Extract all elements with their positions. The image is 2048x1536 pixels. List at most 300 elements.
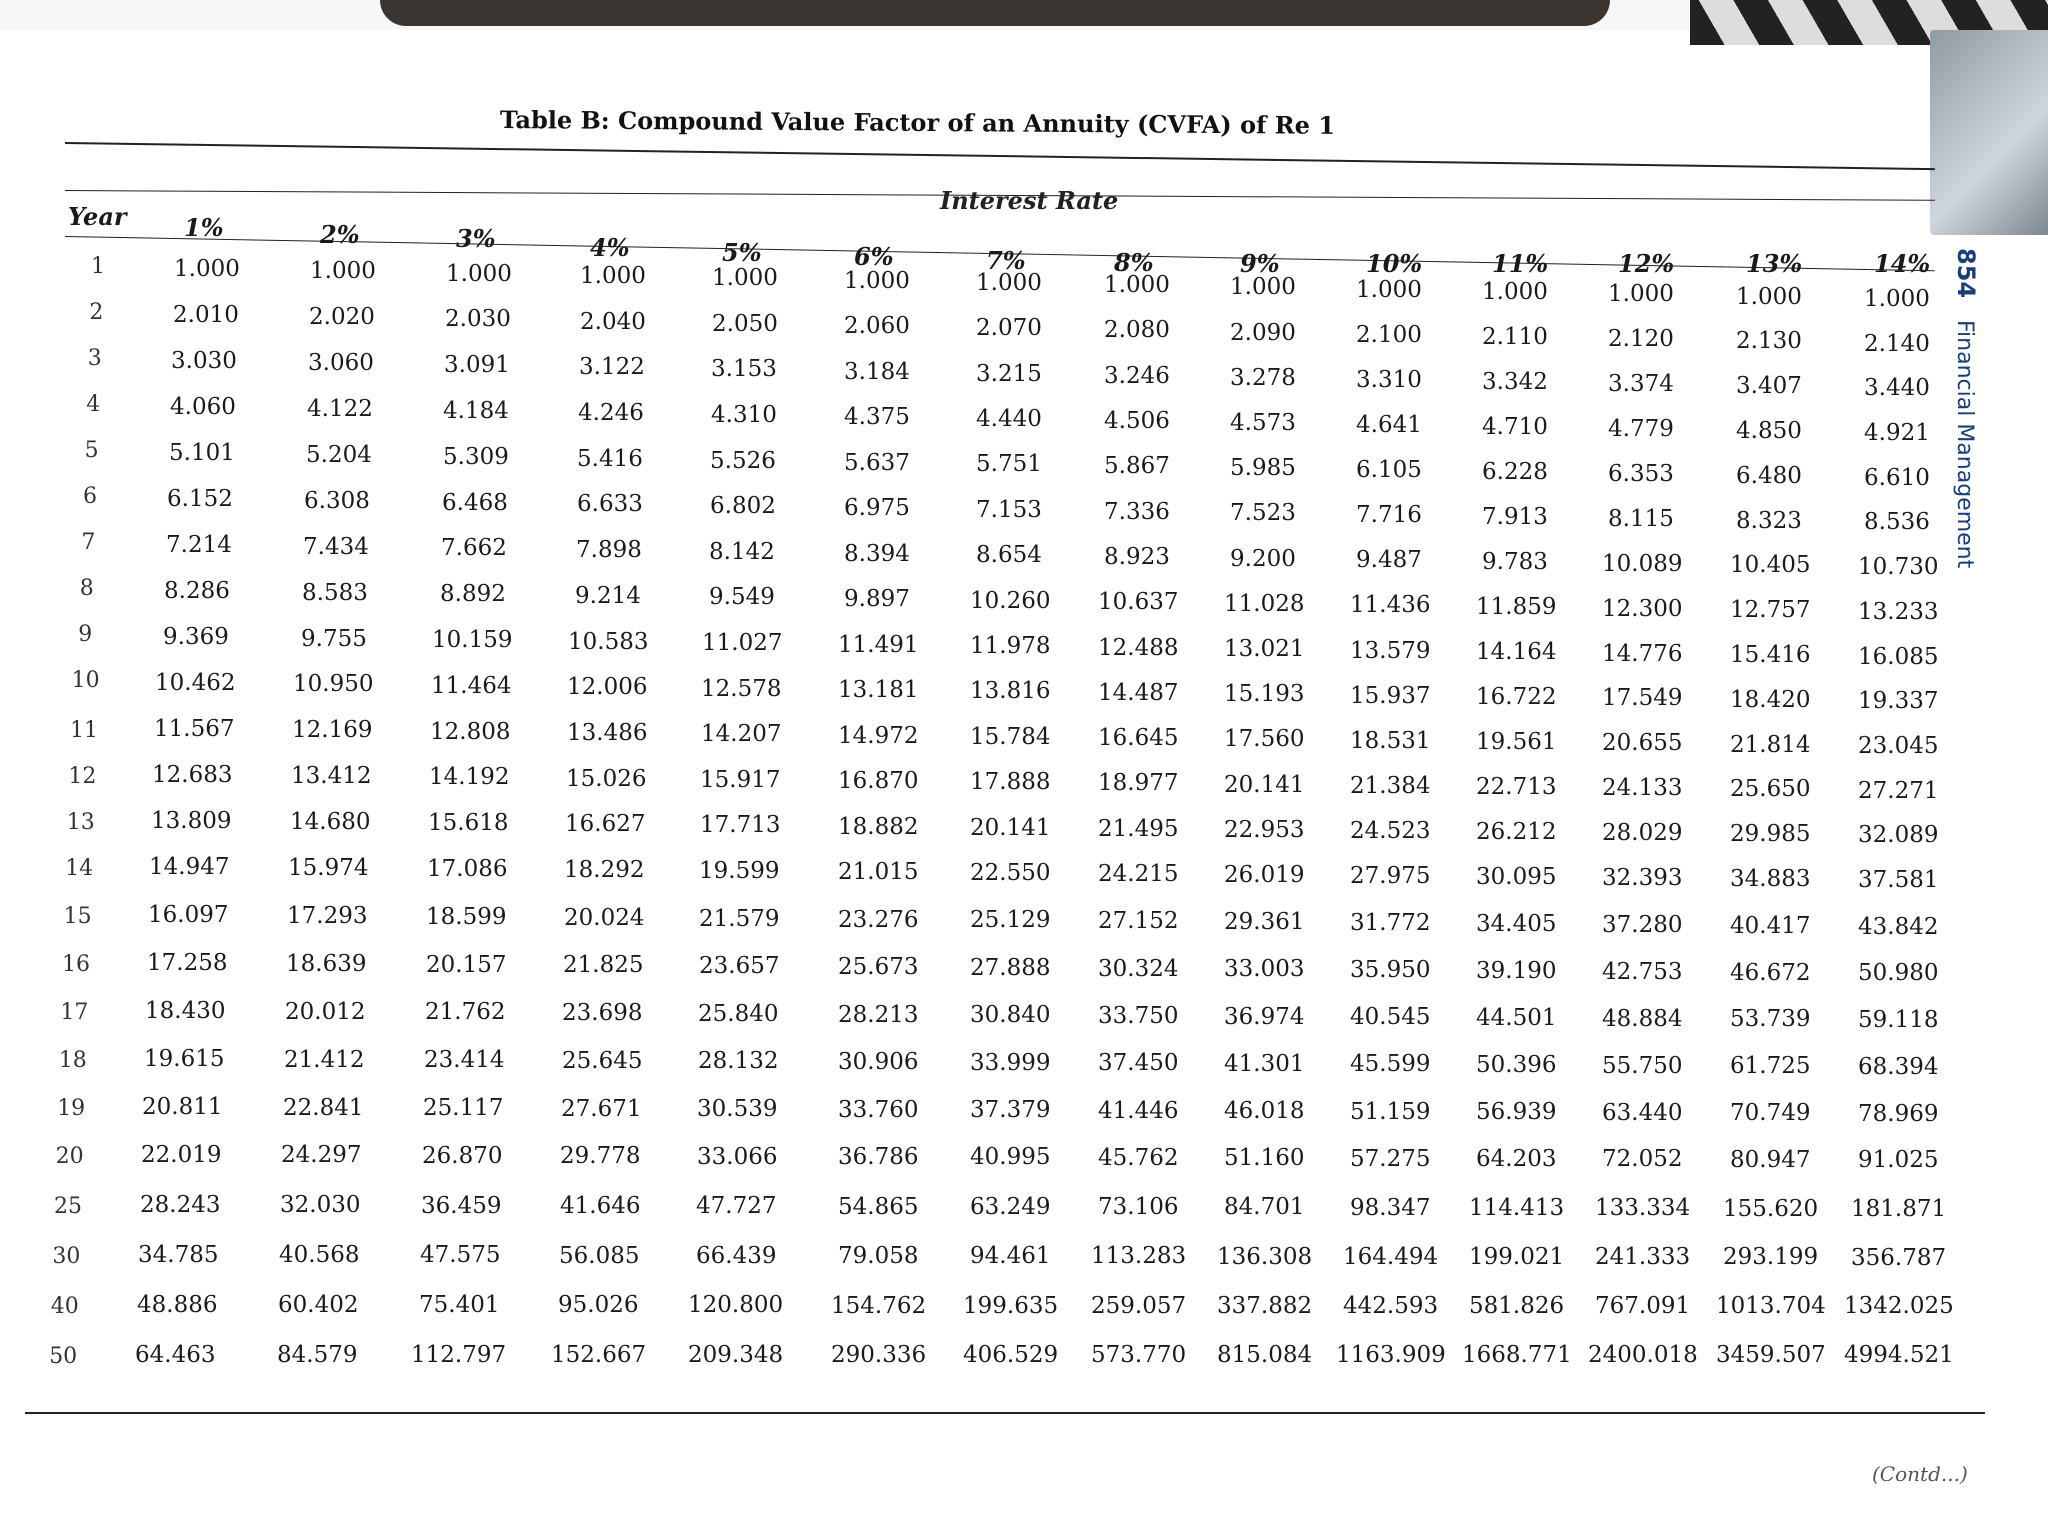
- value-cell: 4.246: [578, 400, 644, 426]
- value-cell: 152.667: [551, 1342, 647, 1368]
- value-cell: 21.814: [1730, 732, 1811, 758]
- value-cell: 4.440: [976, 406, 1042, 432]
- value-cell: 1.000: [1230, 274, 1296, 300]
- value-cell: 10.950: [293, 671, 374, 697]
- value-cell: 154.762: [831, 1293, 927, 1319]
- value-cell: 12.757: [1730, 597, 1811, 623]
- value-cell: 815.084: [1217, 1342, 1313, 1368]
- value-cell: 3.122: [579, 354, 645, 380]
- value-cell: 13.486: [567, 720, 648, 746]
- value-cell: 30.095: [1476, 864, 1557, 890]
- value-cell: 1.000: [174, 256, 240, 282]
- value-cell: 21.579: [699, 906, 780, 932]
- value-cell: 5.101: [169, 440, 235, 466]
- value-cell: 3.060: [308, 350, 374, 376]
- value-cell: 12.300: [1602, 596, 1683, 622]
- value-cell: 2.090: [1230, 320, 1296, 346]
- value-cell: 18.599: [426, 904, 507, 930]
- value-cell: 12.169: [292, 717, 373, 743]
- value-cell: 3.278: [1230, 365, 1296, 391]
- value-cell: 4.310: [711, 402, 777, 428]
- value-cell: 2.040: [580, 309, 646, 335]
- value-cell: 1.000: [1104, 272, 1170, 298]
- year-cell: 3: [87, 346, 102, 371]
- value-cell: 37.379: [970, 1097, 1051, 1123]
- value-cell: 30.840: [970, 1002, 1051, 1028]
- value-cell: 13.579: [1350, 638, 1431, 664]
- value-cell: 133.334: [1595, 1195, 1691, 1221]
- value-cell: 10.730: [1858, 554, 1939, 580]
- value-cell: 11.491: [838, 632, 919, 658]
- value-cell: 3.440: [1864, 375, 1930, 401]
- value-cell: 55.750: [1602, 1053, 1683, 1079]
- value-cell: 68.394: [1858, 1054, 1939, 1080]
- value-cell: 5.204: [306, 442, 372, 468]
- value-cell: 7.662: [441, 535, 507, 561]
- value-cell: 28.213: [838, 1002, 919, 1028]
- value-cell: 5.985: [1230, 455, 1296, 481]
- year-cell: 20: [55, 1144, 84, 1169]
- value-cell: 2.130: [1736, 328, 1802, 354]
- value-cell: 8.923: [1104, 544, 1170, 570]
- year-header: Year: [68, 202, 127, 231]
- value-cell: 47.727: [696, 1193, 777, 1219]
- value-cell: 3.246: [1104, 363, 1170, 389]
- value-cell: 1.000: [1356, 277, 1422, 303]
- value-cell: 22.953: [1224, 817, 1305, 843]
- year-cell: 9: [78, 622, 93, 647]
- value-cell: 17.293: [287, 903, 368, 929]
- value-cell: 25.673: [838, 954, 919, 980]
- value-cell: 21.015: [838, 859, 919, 885]
- value-cell: 36.786: [838, 1144, 919, 1170]
- value-cell: 11.859: [1476, 594, 1557, 620]
- value-cell: 21.384: [1350, 773, 1431, 799]
- value-cell: 37.581: [1858, 867, 1939, 893]
- value-cell: 4.779: [1608, 416, 1674, 442]
- value-cell: 9.369: [163, 624, 229, 650]
- value-cell: 64.463: [135, 1342, 216, 1368]
- value-cell: 94.461: [970, 1243, 1051, 1269]
- value-cell: 21.412: [284, 1047, 365, 1073]
- year-cell: 8: [79, 576, 94, 601]
- value-cell: 27.888: [970, 955, 1051, 981]
- value-cell: 32.393: [1602, 865, 1683, 891]
- value-cell: 2.020: [309, 304, 375, 330]
- rate-header-11: 11%: [1492, 249, 1549, 278]
- value-cell: 45.762: [1098, 1145, 1179, 1171]
- rate-header-3: 3%: [456, 224, 496, 253]
- value-cell: 27.152: [1098, 908, 1179, 934]
- rate-header-8: 8%: [1114, 248, 1154, 277]
- value-cell: 13.021: [1224, 636, 1305, 662]
- value-cell: 3459.507: [1716, 1342, 1826, 1368]
- value-cell: 3.407: [1736, 373, 1802, 399]
- value-cell: 23.657: [699, 953, 780, 979]
- value-cell: 3.184: [844, 359, 910, 385]
- value-cell: 14.680: [290, 809, 371, 835]
- value-cell: 6.105: [1356, 457, 1422, 483]
- value-cell: 27.671: [561, 1096, 642, 1122]
- value-cell: 5.309: [443, 444, 509, 470]
- value-cell: 42.753: [1602, 959, 1683, 985]
- value-cell: 16.097: [148, 902, 229, 928]
- value-cell: 4.850: [1736, 418, 1802, 444]
- value-cell: 13.412: [291, 763, 372, 789]
- value-cell: 21.495: [1098, 816, 1179, 842]
- value-cell: 9.200: [1230, 546, 1296, 572]
- value-cell: 14.164: [1476, 639, 1557, 665]
- value-cell: 1.000: [1864, 286, 1930, 312]
- value-cell: 4.573: [1230, 410, 1296, 436]
- value-cell: 112.797: [411, 1342, 507, 1368]
- value-cell: 15.917: [700, 767, 781, 793]
- value-cell: 14.972: [838, 723, 919, 749]
- value-cell: 15.784: [970, 724, 1051, 750]
- rate-header-1: 1%: [184, 213, 224, 242]
- value-cell: 7.913: [1482, 504, 1548, 530]
- value-cell: 10.089: [1602, 551, 1683, 577]
- value-cell: 30.906: [838, 1049, 919, 1075]
- value-cell: 136.308: [1217, 1244, 1313, 1270]
- rate-header-7: 7%: [986, 246, 1026, 275]
- value-cell: 18.531: [1350, 728, 1431, 754]
- rate-header-2: 2%: [320, 220, 360, 249]
- value-cell: 2.110: [1482, 324, 1548, 350]
- value-cell: 8.583: [302, 580, 368, 606]
- value-cell: 406.529: [963, 1342, 1059, 1368]
- value-cell: 3.153: [711, 356, 777, 382]
- value-cell: 4.921: [1864, 420, 1930, 446]
- value-cell: 10.583: [568, 629, 649, 655]
- value-cell: 27.271: [1858, 778, 1939, 804]
- year-cell: 19: [57, 1096, 86, 1121]
- year-cell: 30: [52, 1244, 81, 1269]
- value-cell: 41.446: [1098, 1098, 1179, 1124]
- value-cell: 209.348: [688, 1342, 784, 1368]
- value-cell: 17.713: [700, 812, 781, 838]
- page-number: 854: [1952, 248, 1980, 299]
- value-cell: 19.615: [144, 1046, 225, 1072]
- year-cell: 16: [62, 952, 90, 977]
- value-cell: 15.937: [1350, 683, 1431, 709]
- value-cell: 3.215: [976, 361, 1042, 387]
- value-cell: 25.840: [698, 1001, 779, 1027]
- rate-header-9: 9%: [1240, 249, 1280, 278]
- value-cell: 79.058: [838, 1243, 919, 1269]
- rate-header-14: 14%: [1874, 249, 1931, 278]
- value-cell: 11.436: [1350, 592, 1431, 618]
- value-cell: 37.450: [1098, 1050, 1179, 1076]
- value-cell: 13.809: [151, 808, 232, 834]
- table-title: Table B: Compound Value Factor of an Annuity (CVFA) of Re 1: [499, 105, 1336, 140]
- value-cell: 16.085: [1858, 644, 1939, 670]
- value-cell: 3.030: [171, 348, 237, 374]
- value-cell: 2.100: [1356, 322, 1422, 348]
- value-cell: 2.050: [712, 311, 778, 337]
- value-cell: 41.301: [1224, 1051, 1305, 1077]
- value-cell: 15.026: [566, 766, 647, 792]
- year-cell: 50: [49, 1344, 78, 1369]
- value-cell: 9.549: [709, 584, 775, 610]
- value-cell: 6.610: [1864, 465, 1930, 491]
- value-cell: 16.627: [565, 811, 646, 837]
- value-cell: 8.115: [1608, 506, 1674, 532]
- value-cell: 4.060: [170, 394, 236, 420]
- value-cell: 20.157: [426, 952, 507, 978]
- value-cell: 7.523: [1230, 500, 1296, 526]
- year-cell: 6: [83, 484, 97, 509]
- value-cell: 95.026: [558, 1292, 639, 1318]
- value-cell: 33.003: [1224, 956, 1305, 982]
- value-cell: 2.120: [1608, 326, 1674, 352]
- value-cell: 27.975: [1350, 863, 1431, 889]
- value-cell: 9.755: [301, 626, 367, 652]
- value-cell: 28.243: [140, 1192, 221, 1218]
- value-cell: 16.645: [1098, 725, 1179, 751]
- year-cell: 17: [60, 1000, 89, 1025]
- value-cell: 18.882: [838, 814, 919, 840]
- value-cell: 56.939: [1476, 1099, 1557, 1125]
- value-cell: 33.999: [970, 1050, 1051, 1076]
- year-cell: 18: [58, 1048, 87, 1073]
- value-cell: 23.414: [424, 1047, 505, 1073]
- value-cell: 1.000: [1608, 281, 1674, 307]
- value-cell: 1342.025: [1844, 1293, 1954, 1319]
- value-cell: 2400.018: [1588, 1342, 1698, 1368]
- value-cell: 36.459: [421, 1193, 502, 1219]
- value-cell: 29.361: [1224, 909, 1305, 935]
- rate-header-13: 13%: [1746, 249, 1803, 278]
- value-cell: 18.977: [1098, 770, 1179, 796]
- value-cell: 4.122: [307, 396, 373, 422]
- value-cell: 33.066: [697, 1144, 778, 1170]
- value-cell: 4.641: [1356, 412, 1422, 438]
- value-cell: 1.000: [310, 258, 376, 284]
- value-cell: 14.776: [1602, 641, 1683, 667]
- value-cell: 46.018: [1224, 1098, 1305, 1124]
- value-cell: 1.000: [976, 270, 1042, 296]
- value-cell: 47.575: [420, 1242, 501, 1268]
- interest-rate-label: Interest Rate: [940, 186, 1119, 215]
- value-cell: 18.292: [564, 857, 645, 883]
- value-cell: 28.029: [1602, 820, 1683, 846]
- value-cell: 20.141: [1224, 772, 1305, 798]
- value-cell: 64.203: [1476, 1146, 1557, 1172]
- rate-header-12: 12%: [1618, 249, 1675, 278]
- value-cell: 337.882: [1217, 1293, 1313, 1319]
- value-cell: 1013.704: [1716, 1293, 1826, 1319]
- value-cell: 16.870: [838, 768, 919, 794]
- value-cell: 10.260: [970, 588, 1051, 614]
- value-cell: 7.434: [303, 534, 369, 560]
- value-cell: 7.716: [1356, 502, 1422, 528]
- value-cell: 19.599: [699, 858, 780, 884]
- value-cell: 4.506: [1104, 408, 1170, 434]
- year-cell: 1: [91, 254, 105, 279]
- value-cell: 24.523: [1350, 818, 1431, 844]
- value-cell: 63.440: [1602, 1100, 1683, 1126]
- value-cell: 17.258: [147, 950, 228, 976]
- value-cell: 5.526: [710, 448, 776, 474]
- value-cell: 11.464: [431, 673, 512, 699]
- value-cell: 34.883: [1730, 866, 1811, 892]
- value-cell: 4994.521: [1844, 1342, 1954, 1368]
- value-cell: 18.639: [286, 951, 367, 977]
- value-cell: 8.536: [1864, 509, 1930, 535]
- value-cell: 34.785: [138, 1242, 219, 1268]
- rate-header-10: 10%: [1366, 249, 1423, 278]
- value-cell: 70.749: [1730, 1100, 1811, 1126]
- value-cell: 6.228: [1482, 459, 1548, 485]
- value-cell: 1163.909: [1336, 1342, 1446, 1368]
- value-cell: 5.867: [1104, 453, 1170, 479]
- value-cell: 25.650: [1730, 776, 1811, 802]
- year-cell: 10: [71, 668, 100, 693]
- value-cell: 8.323: [1736, 508, 1802, 534]
- value-cell: 6.480: [1736, 463, 1802, 489]
- value-cell: 8.892: [440, 581, 506, 607]
- year-cell: 13: [66, 810, 95, 835]
- value-cell: 9.783: [1482, 549, 1548, 575]
- value-cell: 8.394: [844, 541, 910, 567]
- value-cell: 3.310: [1356, 367, 1422, 393]
- value-cell: 22.019: [141, 1142, 222, 1168]
- value-cell: 20.655: [1602, 730, 1683, 756]
- value-cell: 41.646: [560, 1193, 641, 1219]
- value-cell: 57.275: [1350, 1146, 1431, 1172]
- value-cell: 39.190: [1476, 958, 1557, 984]
- value-cell: 30.324: [1098, 956, 1179, 982]
- value-cell: 19.337: [1858, 688, 1939, 714]
- value-cell: 20.141: [970, 815, 1051, 841]
- value-cell: 36.974: [1224, 1004, 1305, 1030]
- value-cell: 181.871: [1851, 1196, 1947, 1222]
- value-cell: 15.618: [428, 810, 509, 836]
- value-cell: 73.106: [1098, 1194, 1179, 1220]
- value-cell: 4.710: [1482, 414, 1548, 440]
- value-cell: 12.808: [430, 719, 511, 745]
- value-cell: 2.010: [173, 302, 239, 328]
- value-cell: 56.085: [559, 1243, 640, 1269]
- value-cell: 37.280: [1602, 912, 1683, 938]
- value-cell: 120.800: [688, 1292, 784, 1318]
- value-cell: 7.336: [1104, 499, 1170, 525]
- value-cell: 2.070: [976, 315, 1042, 341]
- value-cell: 30.539: [697, 1096, 778, 1122]
- value-cell: 25.645: [562, 1048, 643, 1074]
- value-cell: 11.028: [1224, 591, 1305, 617]
- year-cell: 14: [65, 856, 94, 881]
- value-cell: 20.012: [285, 999, 366, 1025]
- value-cell: 10.462: [155, 670, 236, 696]
- value-cell: 32.030: [280, 1192, 361, 1218]
- year-cell: 2: [89, 300, 104, 325]
- value-cell: 8.654: [976, 542, 1042, 568]
- value-cell: 6.633: [577, 491, 643, 517]
- value-cell: 199.635: [963, 1293, 1059, 1319]
- value-cell: 17.560: [1224, 726, 1305, 752]
- value-cell: 40.417: [1730, 913, 1811, 939]
- value-cell: 50.980: [1858, 960, 1939, 986]
- year-cell: 7: [81, 530, 96, 555]
- value-cell: 26.019: [1224, 862, 1305, 888]
- value-cell: 14.192: [429, 764, 510, 790]
- value-cell: 5.416: [577, 446, 643, 472]
- value-cell: 80.947: [1730, 1147, 1811, 1173]
- value-cell: 1.000: [580, 263, 646, 289]
- value-cell: 1.000: [712, 265, 778, 291]
- value-cell: 14.487: [1098, 680, 1179, 706]
- value-cell: 13.233: [1858, 599, 1939, 625]
- value-cell: 28.132: [698, 1048, 779, 1074]
- value-cell: 21.762: [425, 999, 506, 1025]
- value-cell: 60.402: [278, 1292, 359, 1318]
- value-cell: 164.494: [1343, 1244, 1439, 1270]
- year-cell: 4: [86, 392, 101, 417]
- value-cell: 34.405: [1476, 911, 1557, 937]
- value-cell: 50.396: [1476, 1052, 1557, 1078]
- value-cell: 54.865: [838, 1194, 919, 1220]
- value-cell: 2.030: [445, 306, 511, 332]
- value-cell: 259.057: [1091, 1293, 1187, 1319]
- value-cell: 199.021: [1469, 1244, 1565, 1270]
- value-cell: 5.637: [844, 450, 910, 476]
- value-cell: 5.751: [976, 451, 1042, 477]
- year-cell: 25: [54, 1194, 82, 1219]
- value-cell: 241.333: [1595, 1244, 1691, 1270]
- value-cell: 59.118: [1858, 1007, 1939, 1033]
- value-cell: 35.950: [1350, 957, 1431, 983]
- value-cell: 20.811: [142, 1094, 223, 1120]
- value-cell: 44.501: [1476, 1005, 1557, 1031]
- value-cell: 26.870: [422, 1143, 503, 1169]
- value-cell: 6.802: [710, 493, 776, 519]
- value-cell: 15.193: [1224, 681, 1305, 707]
- value-cell: 14.207: [701, 721, 782, 747]
- value-cell: 6.353: [1608, 461, 1674, 487]
- value-cell: 24.297: [281, 1142, 362, 1168]
- value-cell: 6.975: [844, 495, 910, 521]
- value-cell: 40.995: [970, 1144, 1051, 1170]
- value-cell: 1.000: [1736, 284, 1802, 310]
- value-cell: 23.698: [562, 1000, 643, 1026]
- value-cell: 29.778: [560, 1143, 641, 1169]
- value-cell: 46.672: [1730, 960, 1811, 986]
- value-cell: 6.308: [304, 488, 370, 514]
- value-cell: 51.159: [1350, 1099, 1431, 1125]
- year-cell: 5: [84, 438, 99, 463]
- value-cell: 2.080: [1104, 317, 1170, 343]
- value-cell: 98.347: [1350, 1195, 1431, 1221]
- value-cell: 25.129: [970, 907, 1051, 933]
- value-cell: 12.683: [152, 762, 233, 788]
- value-cell: 22.841: [283, 1095, 364, 1121]
- value-cell: 17.549: [1602, 685, 1683, 711]
- value-cell: 24.133: [1602, 775, 1683, 801]
- value-cell: 23.045: [1858, 733, 1939, 759]
- value-cell: 10.637: [1098, 589, 1179, 615]
- value-cell: 7.214: [166, 532, 232, 558]
- value-cell: 91.025: [1858, 1147, 1939, 1173]
- value-cell: 20.024: [564, 905, 645, 931]
- value-cell: 18.430: [145, 998, 226, 1024]
- value-cell: 12.006: [567, 674, 648, 700]
- value-cell: 4.375: [844, 404, 910, 430]
- value-cell: 356.787: [1851, 1245, 1947, 1271]
- value-cell: 11.567: [154, 716, 235, 742]
- value-cell: 66.439: [696, 1243, 777, 1269]
